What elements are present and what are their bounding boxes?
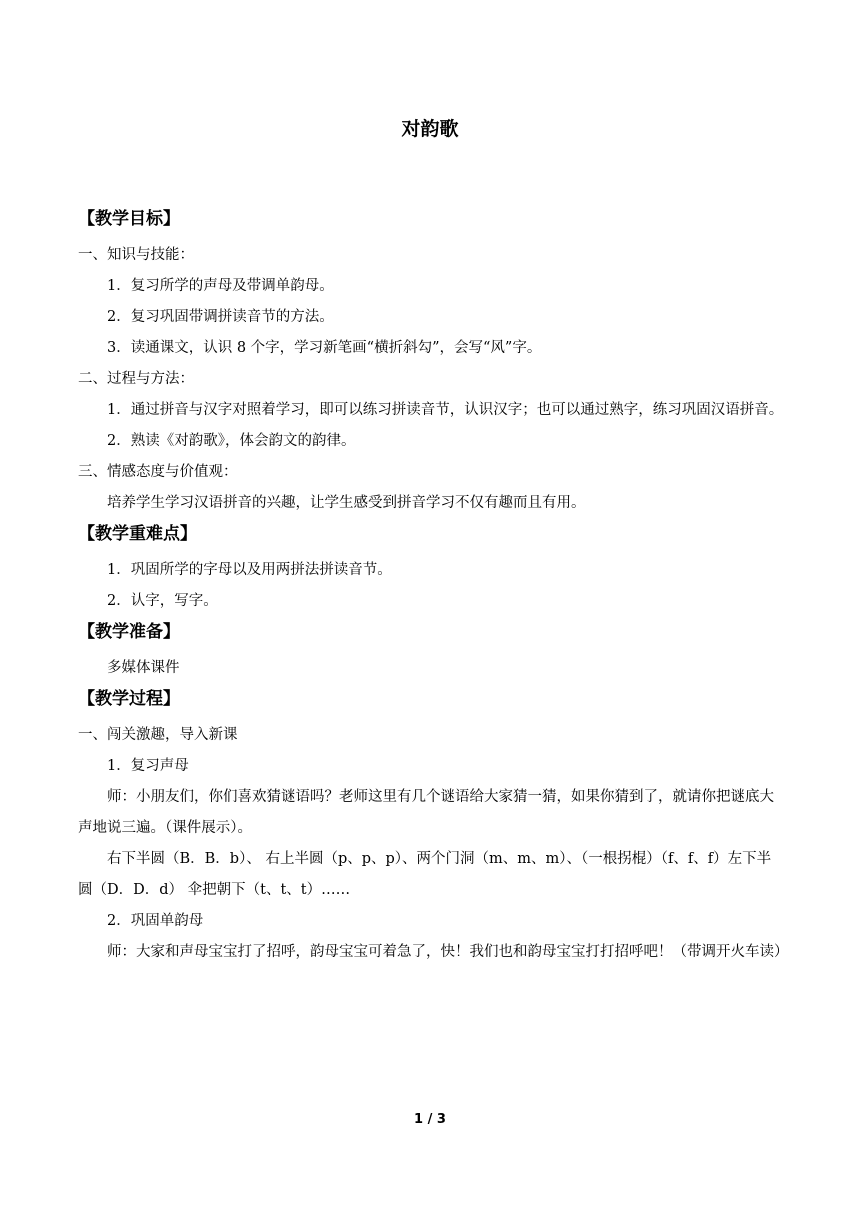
section-heading-goals: 【教学目标】 bbox=[78, 209, 180, 229]
step-text: 师：大家和声母宝宝打了招呼，韵母宝宝可着急了，快！我们也和韵母宝宝打打招呼吧！（带调开火车读） bbox=[107, 944, 789, 960]
subheading-emotion: 三、情感态度与价值观： bbox=[78, 464, 238, 480]
list-item: 2．复习巩固带调拼读音节的方法。 bbox=[107, 309, 334, 325]
step-subheading: 2．巩固单韵母 bbox=[107, 913, 204, 929]
section-heading-key-points: 【教学重难点】 bbox=[78, 524, 197, 544]
list-item: 1．巩固所学的字母以及用两拼法拼读音节。 bbox=[107, 562, 392, 578]
preparation-text: 多媒体课件 bbox=[107, 660, 180, 676]
list-item: 3．读通课文，认识 8 个字，学习新笔画“横折斜勾”，会写“风”字。 bbox=[107, 340, 542, 356]
step-subheading: 1．复习声母 bbox=[107, 758, 189, 774]
step-text: 师：小朋友们，你们喜欢猜谜语吗？老师这里有几个谜语给大家猜一猜，如果你猜到了，就请你把谜底大声地说三遍。（课件展示）。 bbox=[78, 789, 774, 836]
subheading-knowledge: 一、知识与技能： bbox=[78, 247, 194, 263]
list-item: 1．复习所学的声母及带调单韵母。 bbox=[107, 278, 334, 294]
step-heading: 一、闯关激趣，导入新课 bbox=[78, 727, 238, 743]
document-body bbox=[78, 204, 789, 968]
step-text: 右下半圆（B．B．b）、 右上半圆（p、p、p）、两个门洞（m、m、m）、（一根拐棍）（f、f、f）左下半圆（D．D．d） 伞把朝下（t、t、t）…… bbox=[78, 851, 772, 898]
section-heading-preparation: 【教学准备】 bbox=[78, 622, 180, 642]
list-item: 2．熟读《对韵歌》，体会韵文的韵律。 bbox=[107, 433, 356, 449]
list-item: 1．通过拼音与汉字对照着学习，即可以练习拼读音节，认识汉字；也可以通过熟字，练习巩固汉语拼音。 bbox=[107, 402, 784, 418]
subheading-process: 二、过程与方法： bbox=[78, 371, 194, 387]
page-number: 1 / 3 bbox=[414, 1112, 446, 1127]
section-heading-process: 【教学过程】 bbox=[78, 689, 180, 709]
document-title: 对韵歌 bbox=[401, 118, 459, 140]
list-item: 2．认字，写字。 bbox=[107, 593, 218, 609]
emotion-text: 培养学生学习汉语拼音的兴趣，让学生感受到拼音学习不仅有趣而且有用。 bbox=[107, 495, 586, 511]
